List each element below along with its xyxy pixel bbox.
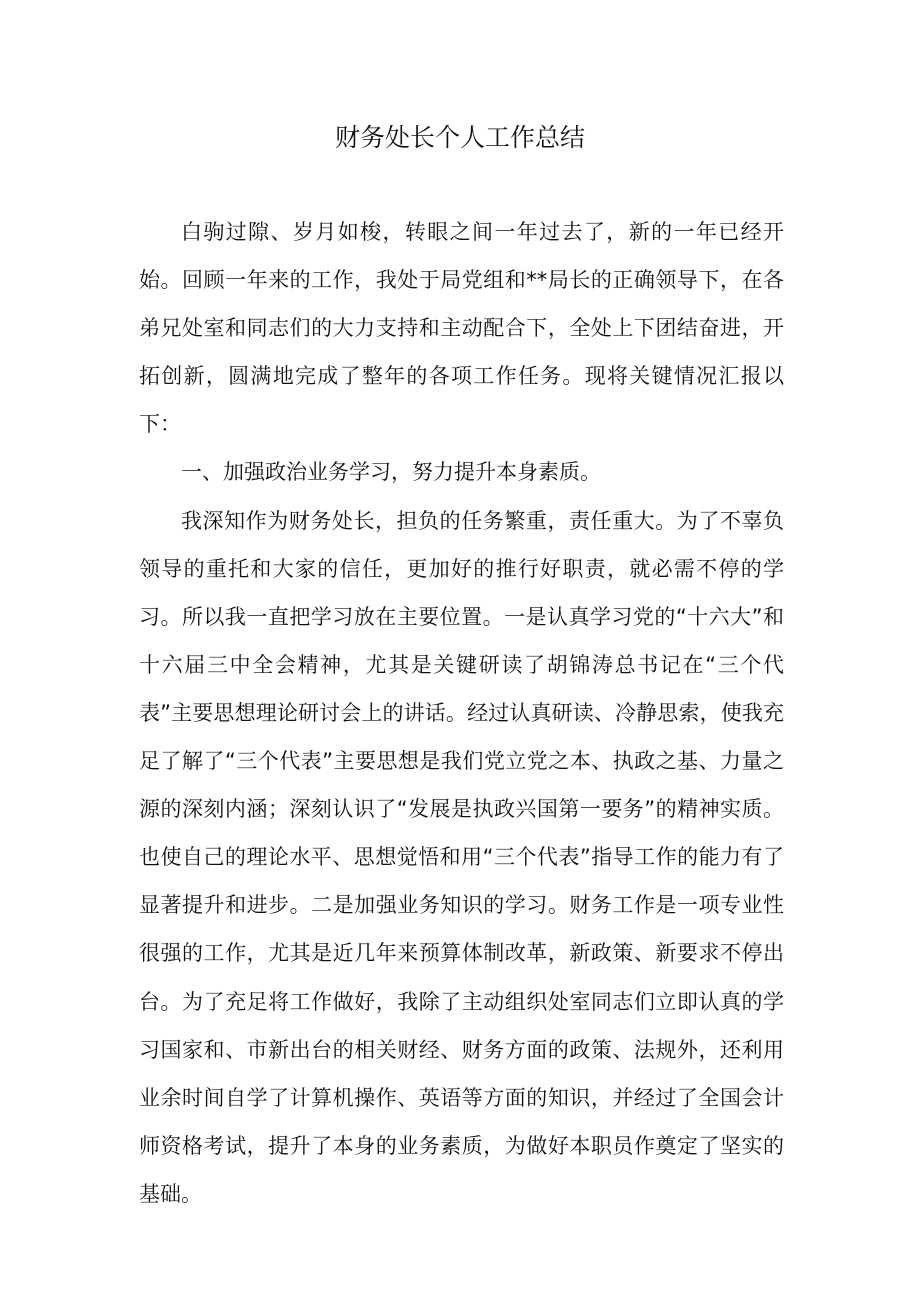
section-heading: 一、加强政治业务学习，努力提升本身素质。 [181,460,601,485]
paragraph-study: 我深知作为财务处长，担负的任务繁重，责任重大。为了不辜负领导的重托和大家的信任，更加好的推行好职责，就必需不停的学习。所以我一直把学习放在主要位置。一是认真学习党的“十六大”和十六届三中全会精神，尤其是关键研读了胡锦涛总书记在“三个代表”主要思想理论研讨会上的讲话。经过认真研读、冷静思索，使我充足了解了“三个代表”主要思想是我们党立党之本、执政之基、力量之源的深刻内涵；深刻认识了“发展是执政兴国第一要务”的精神实质。也使自己的理论水平、思想觉悟和用“三个代表”指导工作的能力有了显著提升和进步。二是加强业务知识的学习。财务工作是一项专业性很强的工作，尤其是近几年来预算体制改革，新政策、新要求不停出台。为了充足将工作做好，我除了主动组织处室同志们立即认真的学习国家和、市新出台的相关财经、财务方面的政策、法规外，还利用业余时间自学了计算机操作、英语等方面的知识，并经过了全国会计师资格考试，提升了本身的业务素质，为做好本职员作奠定了坚实的基础。 [139,508,784,1206]
document-body [139,208,784,1218]
paragraph-intro: 白驹过隙、岁月如梭，转眼之间一年过去了，新的一年已经开始。回顾一年来的工作，我处于局党组和**局长的正确领导下，在各弟兄处室和同志们的大力支持和主动配合下，全处上下团结奋进，开拓创新，圆满地完成了整年的各项工作任务。现将关键情况汇报以下： [139,220,784,437]
document-title: 财务处长个人工作总结 [334,123,585,152]
